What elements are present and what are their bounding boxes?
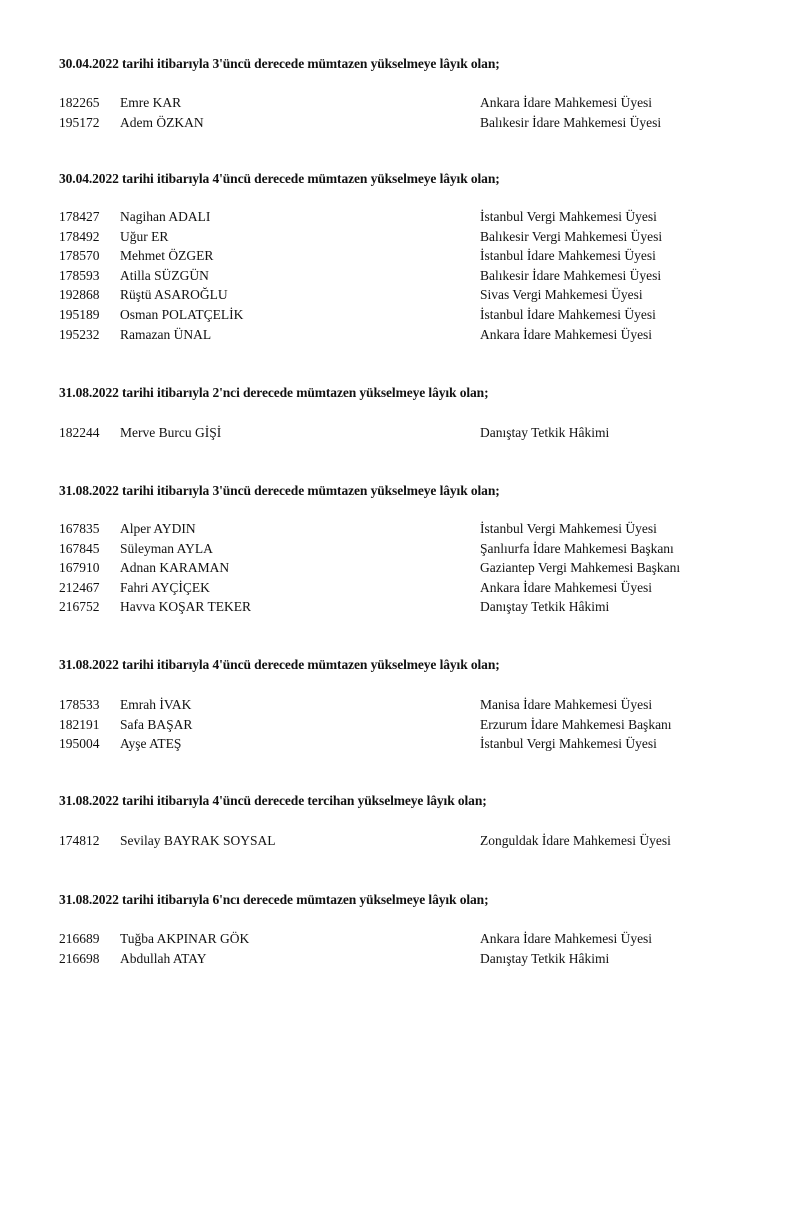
section-heading: 31.08.2022 tarihi itibarıyla 2'nci derecede mümtazen yükselmeye lâyık olan; — [59, 385, 489, 400]
entry-row — [0, 425, 798, 445]
person-name: Emre KAR — [120, 95, 182, 110]
court-position: İstanbul Vergi Mahkemesi Üyesi — [480, 521, 657, 536]
registry-number: 178533 — [59, 697, 100, 712]
person-name: Atilla SÜZGÜN — [120, 267, 209, 283]
registry-number: 182244 — [59, 425, 100, 440]
court-position: Zonguldak İdare Mahkemesi Üyesi — [480, 833, 671, 848]
person-name: Ramazan ÜNAL — [120, 326, 212, 342]
court-position: İstanbul İdare Mahkemesi Üyesi — [480, 248, 656, 264]
entry-row — [0, 931, 798, 951]
entry-row — [0, 599, 798, 619]
section-heading: 31.08.2022 tarihi itibarıyla 3'üncü derecede mümtazen yükselmeye lâyık olan; — [59, 483, 500, 498]
entry-row — [0, 697, 798, 717]
person-name: Fahri AYÇİÇEK — [120, 579, 210, 595]
registry-number: 178570 — [59, 248, 100, 264]
person-name: Tuğba AKPINAR GÖK — [120, 931, 250, 946]
person-name: Adnan KARAMAN — [120, 560, 230, 576]
registry-number: 216752 — [59, 599, 100, 615]
entry-row — [0, 268, 798, 288]
entry-row — [0, 327, 798, 347]
court-position: Balıkesir İdare Mahkemesi Üyesi — [480, 267, 662, 283]
person-name: Safa BAŞAR — [120, 716, 193, 732]
court-position: Danıştay Tetkik Hâkimi — [480, 425, 610, 440]
entry-row — [0, 229, 798, 249]
registry-number: 167835 — [59, 521, 100, 536]
entry-row — [0, 287, 798, 307]
entry-row — [0, 95, 798, 115]
entry-list — [0, 833, 798, 853]
registry-number: 195189 — [59, 306, 100, 322]
registry-number: 216698 — [59, 950, 100, 966]
entry-row — [0, 833, 798, 853]
entry-list — [0, 209, 798, 346]
entry-list — [0, 95, 798, 134]
court-position: Manisa İdare Mahkemesi Üyesi — [480, 697, 653, 712]
court-position: Balıkesir Vergi Mahkemesi Üyesi — [480, 228, 663, 244]
entry-row — [0, 521, 798, 541]
entry-row — [0, 560, 798, 580]
entry-list — [0, 697, 798, 756]
person-name: Uğur ER — [120, 228, 169, 244]
entry-row — [0, 580, 798, 600]
court-position: Erzurum İdare Mahkemesi Başkanı — [480, 716, 672, 732]
person-name: Süleyman AYLA — [120, 540, 213, 556]
person-name: Ayşe ATEŞ — [120, 736, 182, 752]
person-name: Merve Burcu GİŞİ — [120, 425, 222, 440]
registry-number: 167845 — [59, 540, 100, 556]
court-position: Ankara İdare Mahkemesi Üyesi — [480, 95, 653, 110]
entry-list — [0, 425, 798, 445]
person-name: Sevilay BAYRAK SOYSAL — [120, 833, 276, 848]
court-position: Danıştay Tetkik Hâkimi — [480, 950, 610, 966]
registry-number: 178492 — [59, 228, 100, 244]
entry-list — [0, 521, 798, 619]
court-position: Balıkesir İdare Mahkemesi Üyesi — [480, 114, 662, 130]
section-heading: 31.08.2022 tarihi itibarıyla 4'üncü derecede tercihan yükselmeye lâyık olan; — [59, 793, 487, 808]
court-position: Danıştay Tetkik Hâkimi — [480, 599, 610, 615]
section-heading: 31.08.2022 tarihi itibarıyla 4'üncü derecede mümtazen yükselmeye lâyık olan; — [59, 657, 500, 672]
registry-number: 182191 — [59, 716, 100, 732]
registry-number: 195172 — [59, 114, 100, 130]
court-position: Ankara İdare Mahkemesi Üyesi — [480, 579, 653, 595]
person-name: Emrah İVAK — [120, 697, 192, 712]
registry-number: 216689 — [59, 931, 100, 946]
entry-row — [0, 951, 798, 971]
court-position: Şanlıurfa İdare Mahkemesi Başkanı — [480, 540, 674, 556]
entry-row — [0, 209, 798, 229]
court-position: İstanbul Vergi Mahkemesi Üyesi — [480, 736, 657, 752]
registry-number: 167910 — [59, 560, 100, 576]
entry-list — [0, 931, 798, 970]
person-name: Havva KOŞAR TEKER — [120, 599, 251, 615]
court-position: Ankara İdare Mahkemesi Üyesi — [480, 326, 653, 342]
person-name: Rüştü ASAROĞLU — [120, 287, 228, 303]
court-position: Sivas Vergi Mahkemesi Üyesi — [480, 287, 643, 303]
entry-row — [0, 736, 798, 756]
registry-number: 174812 — [59, 833, 100, 848]
registry-number: 195004 — [59, 736, 100, 752]
person-name: Adem ÖZKAN — [120, 114, 204, 130]
registry-number: 212467 — [59, 579, 100, 595]
registry-number: 192868 — [59, 287, 100, 303]
section-heading: 31.08.2022 tarihi itibarıyla 6'ncı derecede mümtazen yükselmeye lâyık olan; — [59, 892, 489, 907]
section-heading: 30.04.2022 tarihi itibarıyla 4'üncü derecede mümtazen yükselmeye lâyık olan; — [59, 171, 500, 186]
section-heading: 30.04.2022 tarihi itibarıyla 3'üncü derecede mümtazen yükselmeye lâyık olan; — [59, 56, 500, 71]
court-position: Gaziantep Vergi Mahkemesi Başkanı — [480, 560, 681, 576]
registry-number: 195232 — [59, 326, 100, 342]
entry-row — [0, 541, 798, 561]
person-name: Osman POLATÇELİK — [120, 306, 244, 322]
entry-row — [0, 307, 798, 327]
court-position: İstanbul Vergi Mahkemesi Üyesi — [480, 209, 657, 224]
person-name: Mehmet ÖZGER — [120, 248, 214, 264]
registry-number: 182265 — [59, 95, 100, 110]
person-name: Alper AYDIN — [120, 521, 196, 536]
entry-row — [0, 717, 798, 737]
person-name: Abdullah ATAY — [120, 950, 207, 966]
court-position: İstanbul İdare Mahkemesi Üyesi — [480, 306, 656, 322]
entry-row — [0, 115, 798, 135]
person-name: Nagihan ADALI — [120, 209, 211, 224]
registry-number: 178593 — [59, 267, 100, 283]
entry-row — [0, 248, 798, 268]
registry-number: 178427 — [59, 209, 100, 224]
court-position: Ankara İdare Mahkemesi Üyesi — [480, 931, 653, 946]
